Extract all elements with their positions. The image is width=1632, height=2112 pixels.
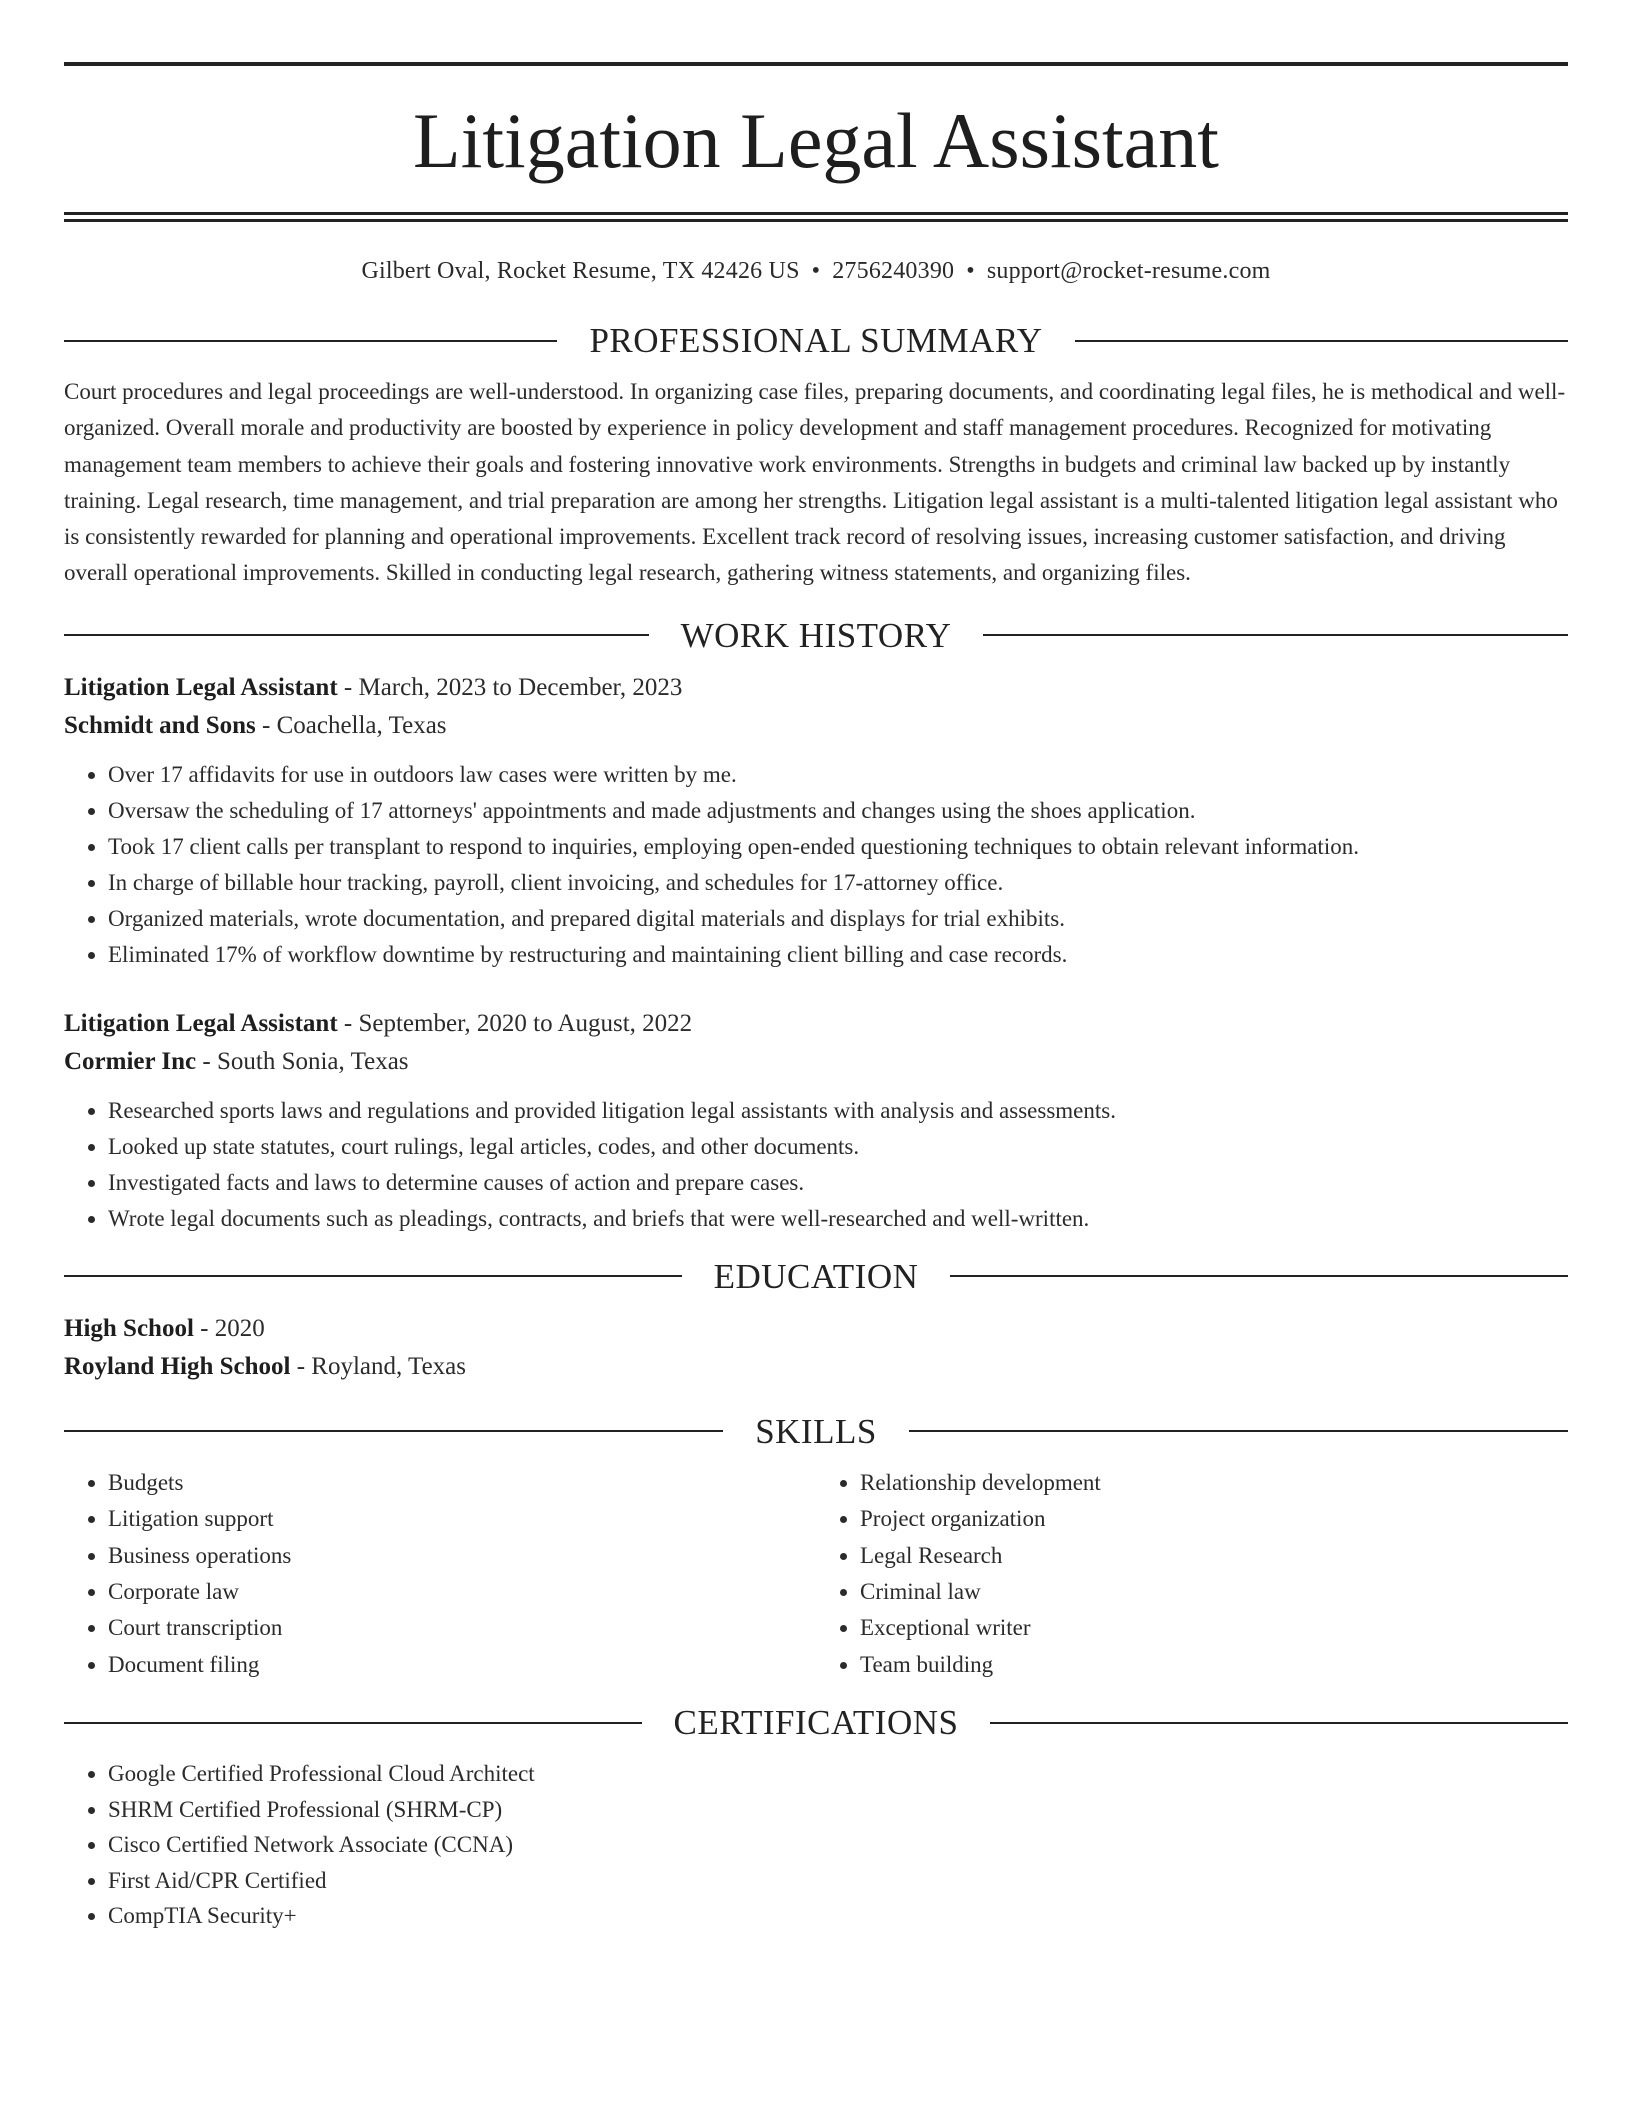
- resume-page: [64, 0, 1568, 1934]
- skill-item: • Team building: [860, 1647, 1568, 1683]
- job-entry: [64, 669, 1568, 973]
- job-title-line: [64, 1005, 1568, 1043]
- job-dates: - September, 2020 to August, 2022: [337, 1009, 693, 1037]
- skills-column-right: [816, 1465, 1568, 1683]
- job-title: Litigation Legal Assistant: [64, 1009, 338, 1037]
- certification-item: • CompTIA Security+: [108, 1898, 1568, 1934]
- heading-rule: [64, 1430, 723, 1432]
- job-entry: [64, 1005, 1568, 1237]
- education-year: - 2020: [193, 1314, 265, 1342]
- skill-item: • Business operations: [108, 1538, 816, 1574]
- heading-rule: [64, 340, 557, 342]
- job-bullets: [64, 757, 1568, 973]
- job-bullets: [64, 1093, 1568, 1237]
- job-title: Litigation Legal Assistant: [64, 673, 338, 701]
- skill-item: • Corporate law: [108, 1574, 816, 1610]
- job-bullet: • Took 17 client calls per transplant to respond to inquiries, employing open-ended questioning techniques to obtain relevant information.: [108, 829, 1568, 865]
- section-heading-education: [64, 1256, 1568, 1296]
- heading-rule: [983, 634, 1568, 636]
- contact-line: [64, 258, 1568, 285]
- job-bullet: • Eliminated 17% of workflow downtime by restructuring and maintaining client billing and case records.: [108, 937, 1568, 973]
- section-title: EDUCATION: [713, 1256, 919, 1296]
- skill-item: • Criminal law: [860, 1574, 1568, 1610]
- heading-rule: [990, 1722, 1568, 1724]
- summary-paragraph: Court procedures and legal proceedings are well-understood. In organizing case files, preparing documents, and coordinating legal files, he is methodical and well-organized. Overall morale and productivity are boosted by experience in policy development and staff management procedures. Recognized for motivating management team members to achieve their goals and fostering innovative work environments. Strengths in budgets and criminal law backed up by instantly training. Legal research, time management, and trial preparation are among her strengths. Litigation legal assistant is a multi-talented litigation legal assistant who is consistently rewarded for planning and operational improvements. Excellent track record of resolving issues, increasing customer satisfaction, and driving overall operational improvements. Skilled in conducting legal research, gathering witness statements, and organizing files.: [64, 379, 1566, 586]
- skill-item: • Litigation support: [108, 1501, 816, 1537]
- job-bullet: • Organized materials, wrote documentation, and prepared digital materials and displays for trial exhibits.: [108, 901, 1568, 937]
- heading-rule: [64, 1275, 682, 1277]
- section-heading-certifications: [64, 1703, 1568, 1743]
- heading-rule: [1075, 340, 1568, 342]
- job-company: Schmidt and Sons: [64, 711, 256, 739]
- contact-separator: •: [811, 258, 821, 284]
- title-double-rule: [64, 212, 1568, 222]
- section-title: PROFESSIONAL SUMMARY: [589, 321, 1043, 360]
- skill-item: • Budgets: [108, 1465, 816, 1501]
- section-title: CERTIFICATIONS: [673, 1703, 959, 1743]
- certification-item: • Cisco Certified Network Associate (CCNA): [108, 1827, 1568, 1863]
- heading-rule: [64, 634, 649, 636]
- education-school: Royland High School: [64, 1352, 291, 1380]
- certifications-list: [64, 1756, 1568, 1934]
- skill-item: • Legal Research: [860, 1538, 1568, 1574]
- education-degree-line: [64, 1310, 1568, 1348]
- job-location: - Coachella, Texas: [255, 711, 447, 739]
- resume-title: Litigation Legal Assistant: [413, 97, 1219, 184]
- job-bullet: • Wrote legal documents such as pleadings, contracts, and briefs that were well-researched and well-written.: [108, 1201, 1568, 1237]
- education-entry: [64, 1310, 1568, 1386]
- section-heading-work: [64, 615, 1568, 655]
- education-degree: High School: [64, 1314, 194, 1342]
- skills-grid: [64, 1465, 1568, 1683]
- job-company-line: [64, 1043, 1568, 1081]
- contact-phone: 2756240390: [832, 258, 955, 284]
- skill-item: • Exceptional writer: [860, 1610, 1568, 1646]
- job-bullet: • Over 17 affidavits for use in outdoors law cases were written by me.: [108, 757, 1568, 793]
- education-location: - Royland, Texas: [290, 1352, 466, 1380]
- heading-rule: [950, 1275, 1568, 1277]
- job-bullet: • In charge of billable hour tracking, payroll, client invoicing, and schedules for 17-attorney office.: [108, 865, 1568, 901]
- section-heading-skills: [64, 1411, 1568, 1451]
- contact-address: Gilbert Oval, Rocket Resume, TX 42426 US: [361, 258, 800, 284]
- heading-rule: [909, 1430, 1568, 1432]
- job-location: - South Sonia, Texas: [196, 1047, 409, 1075]
- job-bullet: • Looked up state statutes, court rulings, legal articles, codes, and other documents.: [108, 1129, 1568, 1165]
- skill-item: • Relationship development: [860, 1465, 1568, 1501]
- skills-column-left: [64, 1465, 816, 1683]
- certification-item: • First Aid/CPR Certified: [108, 1863, 1568, 1899]
- education-school-line: [64, 1348, 1568, 1386]
- job-company: Cormier Inc: [64, 1047, 197, 1075]
- certification-item: • Google Certified Professional Cloud Architect: [108, 1756, 1568, 1792]
- skill-item: • Document filing: [108, 1647, 816, 1683]
- heading-rule: [64, 1722, 642, 1724]
- job-company-line: [64, 707, 1568, 745]
- contact-separator: •: [966, 258, 975, 284]
- contact-email: support@rocket-resume.com: [986, 258, 1271, 284]
- certification-item: • SHRM Certified Professional (SHRM-CP): [108, 1792, 1568, 1828]
- skill-item: • Project organization: [860, 1501, 1568, 1537]
- section-title: SKILLS: [755, 1411, 877, 1451]
- skill-item: • Court transcription: [108, 1610, 816, 1646]
- section-heading-summary: [64, 323, 1568, 358]
- job-bullet: • Researched sports laws and regulations and provided litigation legal assistants with analysis and assessments.: [108, 1093, 1568, 1129]
- job-bullet: • Oversaw the scheduling of 17 attorneys' appointments and made adjustments and changes using the shoes application.: [108, 793, 1568, 829]
- job-title-line: [64, 669, 1568, 707]
- job-dates: - March, 2023 to December, 2023: [337, 673, 683, 701]
- job-bullet: • Investigated facts and laws to determine causes of action and prepare cases.: [108, 1165, 1568, 1201]
- section-title: WORK HISTORY: [680, 615, 952, 655]
